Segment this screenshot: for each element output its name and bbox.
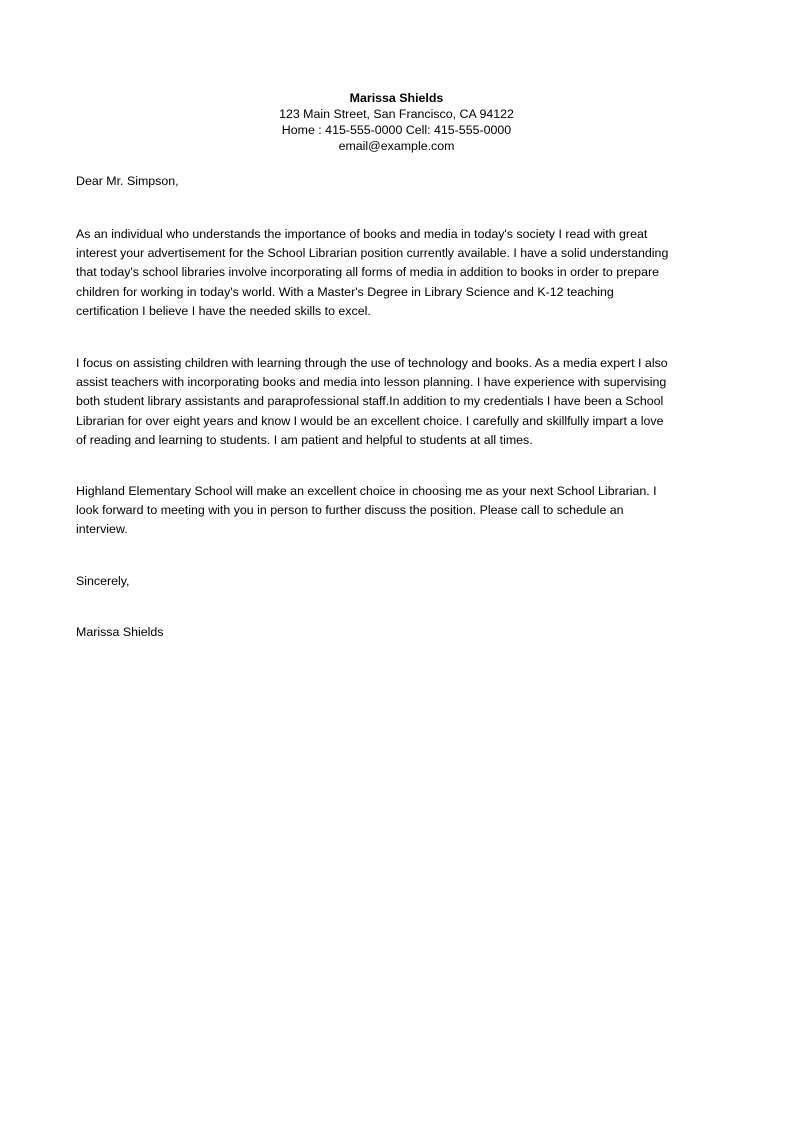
- sender-email: email@example.com: [338, 139, 455, 153]
- body-paragraph-3: [76, 482, 700, 540]
- paragraph-line: Highland Elementary School will make an excellent choice in choosing me as your next School Librarian. I: [76, 484, 657, 498]
- paragraph-line: interest your advertisement for the School Librarian position currently available. I have a solid understanding: [76, 246, 669, 261]
- paragraph-line: look forward to meeting with you in person to further discuss the position. Please call to schedule an: [76, 503, 624, 518]
- paragraph-line: both student library assistants and paraprofessional staff.In addition to my credentials I have been a School: [76, 394, 664, 409]
- sender-name: Marissa Shields: [349, 91, 444, 105]
- paragraph-line: Librarian for over eight years and know I would be an excellent choice. I carefully and skillfully impart a love: [76, 413, 664, 428]
- sender-phones: Home : 415-555-0000 Cell: 415-555-0000: [281, 123, 512, 137]
- paragraph-line: children for working in today's world. With a Master's Degree in Library Science and K-12 teaching: [76, 284, 614, 299]
- letterhead: [0, 90, 793, 154]
- paragraph-line: interview.: [76, 522, 128, 537]
- paragraph-line: I focus on assisting children with learning through the use of technology and books. As a media expert I also: [76, 356, 668, 370]
- sender-address: 123 Main Street, San Francisco, CA 94122: [279, 107, 514, 121]
- body-paragraph-1: [76, 225, 700, 321]
- closing: Sincerely,: [76, 574, 130, 588]
- body-paragraph-2: [76, 354, 700, 450]
- paragraph-line: certification I believe I have the needed skills to excel.: [76, 303, 371, 318]
- paragraph-line: As an individual who understands the importance of books and media in today's society I read with great: [76, 227, 648, 241]
- paragraph-line: assist teachers with incorporating books and media into lesson planning. I have experience with supervising: [76, 375, 667, 390]
- signature-name: Marissa Shields: [76, 625, 164, 639]
- paragraph-line: of reading and learning to students. I am patient and helpful to students at all times.: [76, 432, 533, 447]
- salutation: Dear Mr. Simpson,: [76, 174, 179, 188]
- paragraph-line: that today's school libraries involve incorporating all forms of media in addition to books in order to prepare: [76, 265, 659, 280]
